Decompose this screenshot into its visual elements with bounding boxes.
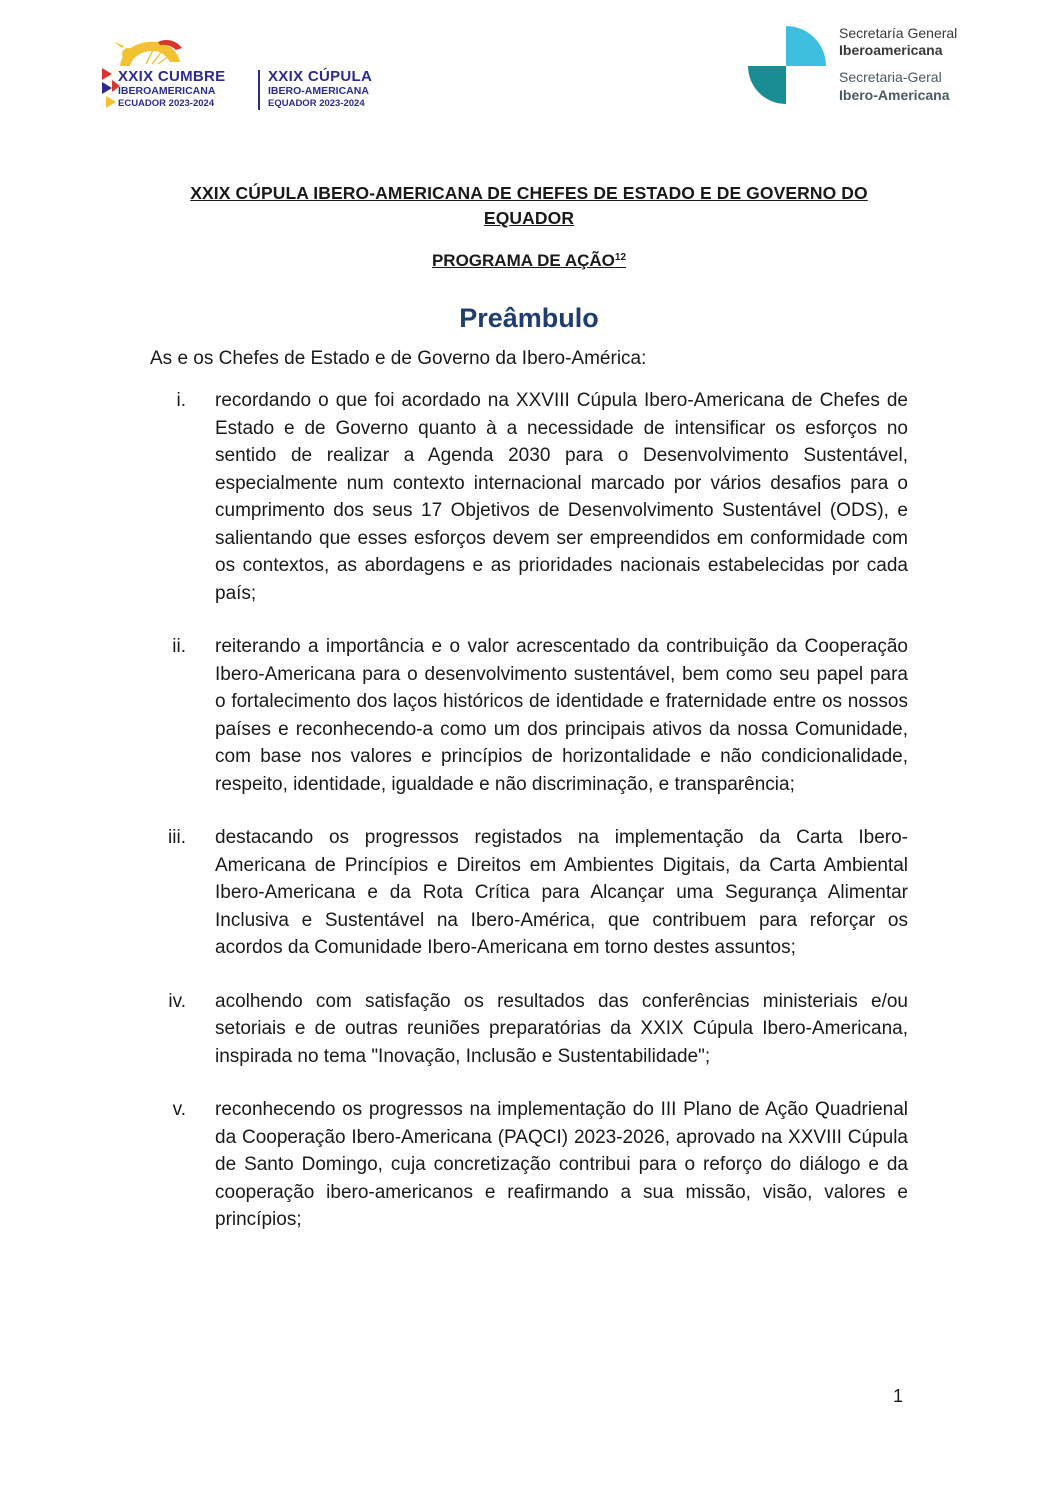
clause-text: reconhecendo os progressos na implementação do III Plano de Ação Quadrienal da Cooperação Ibero-Americana (PAQCI) 2023-2026, aprovado na XXVIII Cúpula de Santo Domingo, cuja concretização contribui para o reforço do diálogo e da cooperação ibero-americanos e reafirmando a sua missão, visão, valores e princípios;: [215, 1099, 908, 1230]
logo-line: IBERO-AMERICANA: [268, 85, 369, 97]
document-title: XXIX CÚPULA IBERO-AMERICANA DE CHEFES DE ESTADO E DE GOVERNO DO EQUADOR: [190, 183, 868, 228]
clause-item: [150, 1096, 908, 1234]
logo-text-es: [118, 69, 225, 108]
segib-name-es-1: Secretaría General: [839, 25, 958, 41]
clause-item: [150, 387, 908, 607]
logo-line: ECUADOR 2023-2024: [118, 97, 215, 109]
preamble-heading: Preâmbulo: [459, 303, 599, 333]
clause-text: recordando o que foi acordado na XXVIII Cúpula Ibero-Americana de Chefes de Estado e de Governo quanto à a necessidade de intensificar os esforços no sentido de realizar a Agenda 2030 para o Desenvolvimento Sustentável, especialmente num contexto internacional marcado por vários desafios para o cumprimento dos seus 17 Objetivos de Desenvolvimento Sustentável (ODS), e salientando que esses esforços devem ser empreendidos em conformidade com os contextos, as abordagens e as prioridades nacionais estabelecidas por cada país;: [215, 390, 908, 604]
clause-item: [150, 824, 908, 962]
logo-text-pt: [268, 69, 372, 108]
segib-name-pt-1: Secretaria-Geral: [839, 69, 942, 85]
title-block: [150, 181, 908, 335]
page-number: 1: [893, 1386, 904, 1406]
logo-line: XXIX CÚPULA: [268, 68, 373, 85]
segib-name-es-2: Iberoamericana: [839, 42, 943, 58]
logo-line: XXIX CUMBRE: [118, 68, 226, 85]
clause-item: [150, 633, 908, 798]
clause-item: [150, 988, 908, 1071]
clause-number: iv.: [168, 990, 186, 1012]
logo-line: IBEROAMERICANA: [118, 85, 216, 97]
clause-text: reiterando a importância e o valor acrescentado da contribuição da Cooperação Ibero-Americana para o desenvolvimento sustentável, bem como seu papel para o fortalecimento dos laços históricos de identidade e fraternidade entre os nossos países e reconhecendo-a como um dos principais ativos da nossa Comunidade, com base nos valores e princípios de horizontalidade e não condicionalidade, respeito, identidade, igualdade e não discriminação, e transparência;: [215, 636, 908, 795]
program-title: [150, 245, 908, 273]
clause-number: ii.: [172, 636, 186, 657]
program-title-text: PROGRAMA DE AÇÃO: [431, 251, 615, 270]
footnote-ref[interactable]: 12: [614, 252, 627, 263]
clause-number: iii.: [168, 827, 186, 848]
segib-name-pt-2: Ibero-Americana: [839, 87, 950, 103]
clause-number: i.: [176, 390, 186, 411]
clause-text: acolhendo com satisfação os resultados das conferências ministeriais e/ou setoriais e de outras reuniões preparatórias da XXIX Cúpula Ibero-Americana, inspirada no tema "Inovação, Inclusão e Sustentabilidade";: [215, 990, 908, 1067]
cumbre-logo: [100, 36, 400, 116]
intro-paragraph: As e os Chefes de Estado e de Governo da Ibero-América:: [150, 348, 647, 369]
logo-divider: [258, 70, 260, 110]
clause-text: destacando os progressos registados na implementação da Carta Ibero-Americana de Princípios e Direitos em Ambientes Digitais, da Carta Ambiental Ibero-Americana e da Rota Crítica para Alcançar uma Segurança Alimentar Inclusiva e Sustentável na Ibero-América, que contribuem para reforçar os acordos da Comunidade Ibero-Americana em torno destes assuntos;: [215, 827, 908, 958]
segib-logo: [748, 26, 978, 106]
clause-list: [150, 387, 908, 1260]
logo-line: EQUADOR 2023-2024: [268, 97, 365, 109]
segib-emblem-icon: [748, 26, 838, 106]
clause-number: v.: [172, 1099, 186, 1120]
